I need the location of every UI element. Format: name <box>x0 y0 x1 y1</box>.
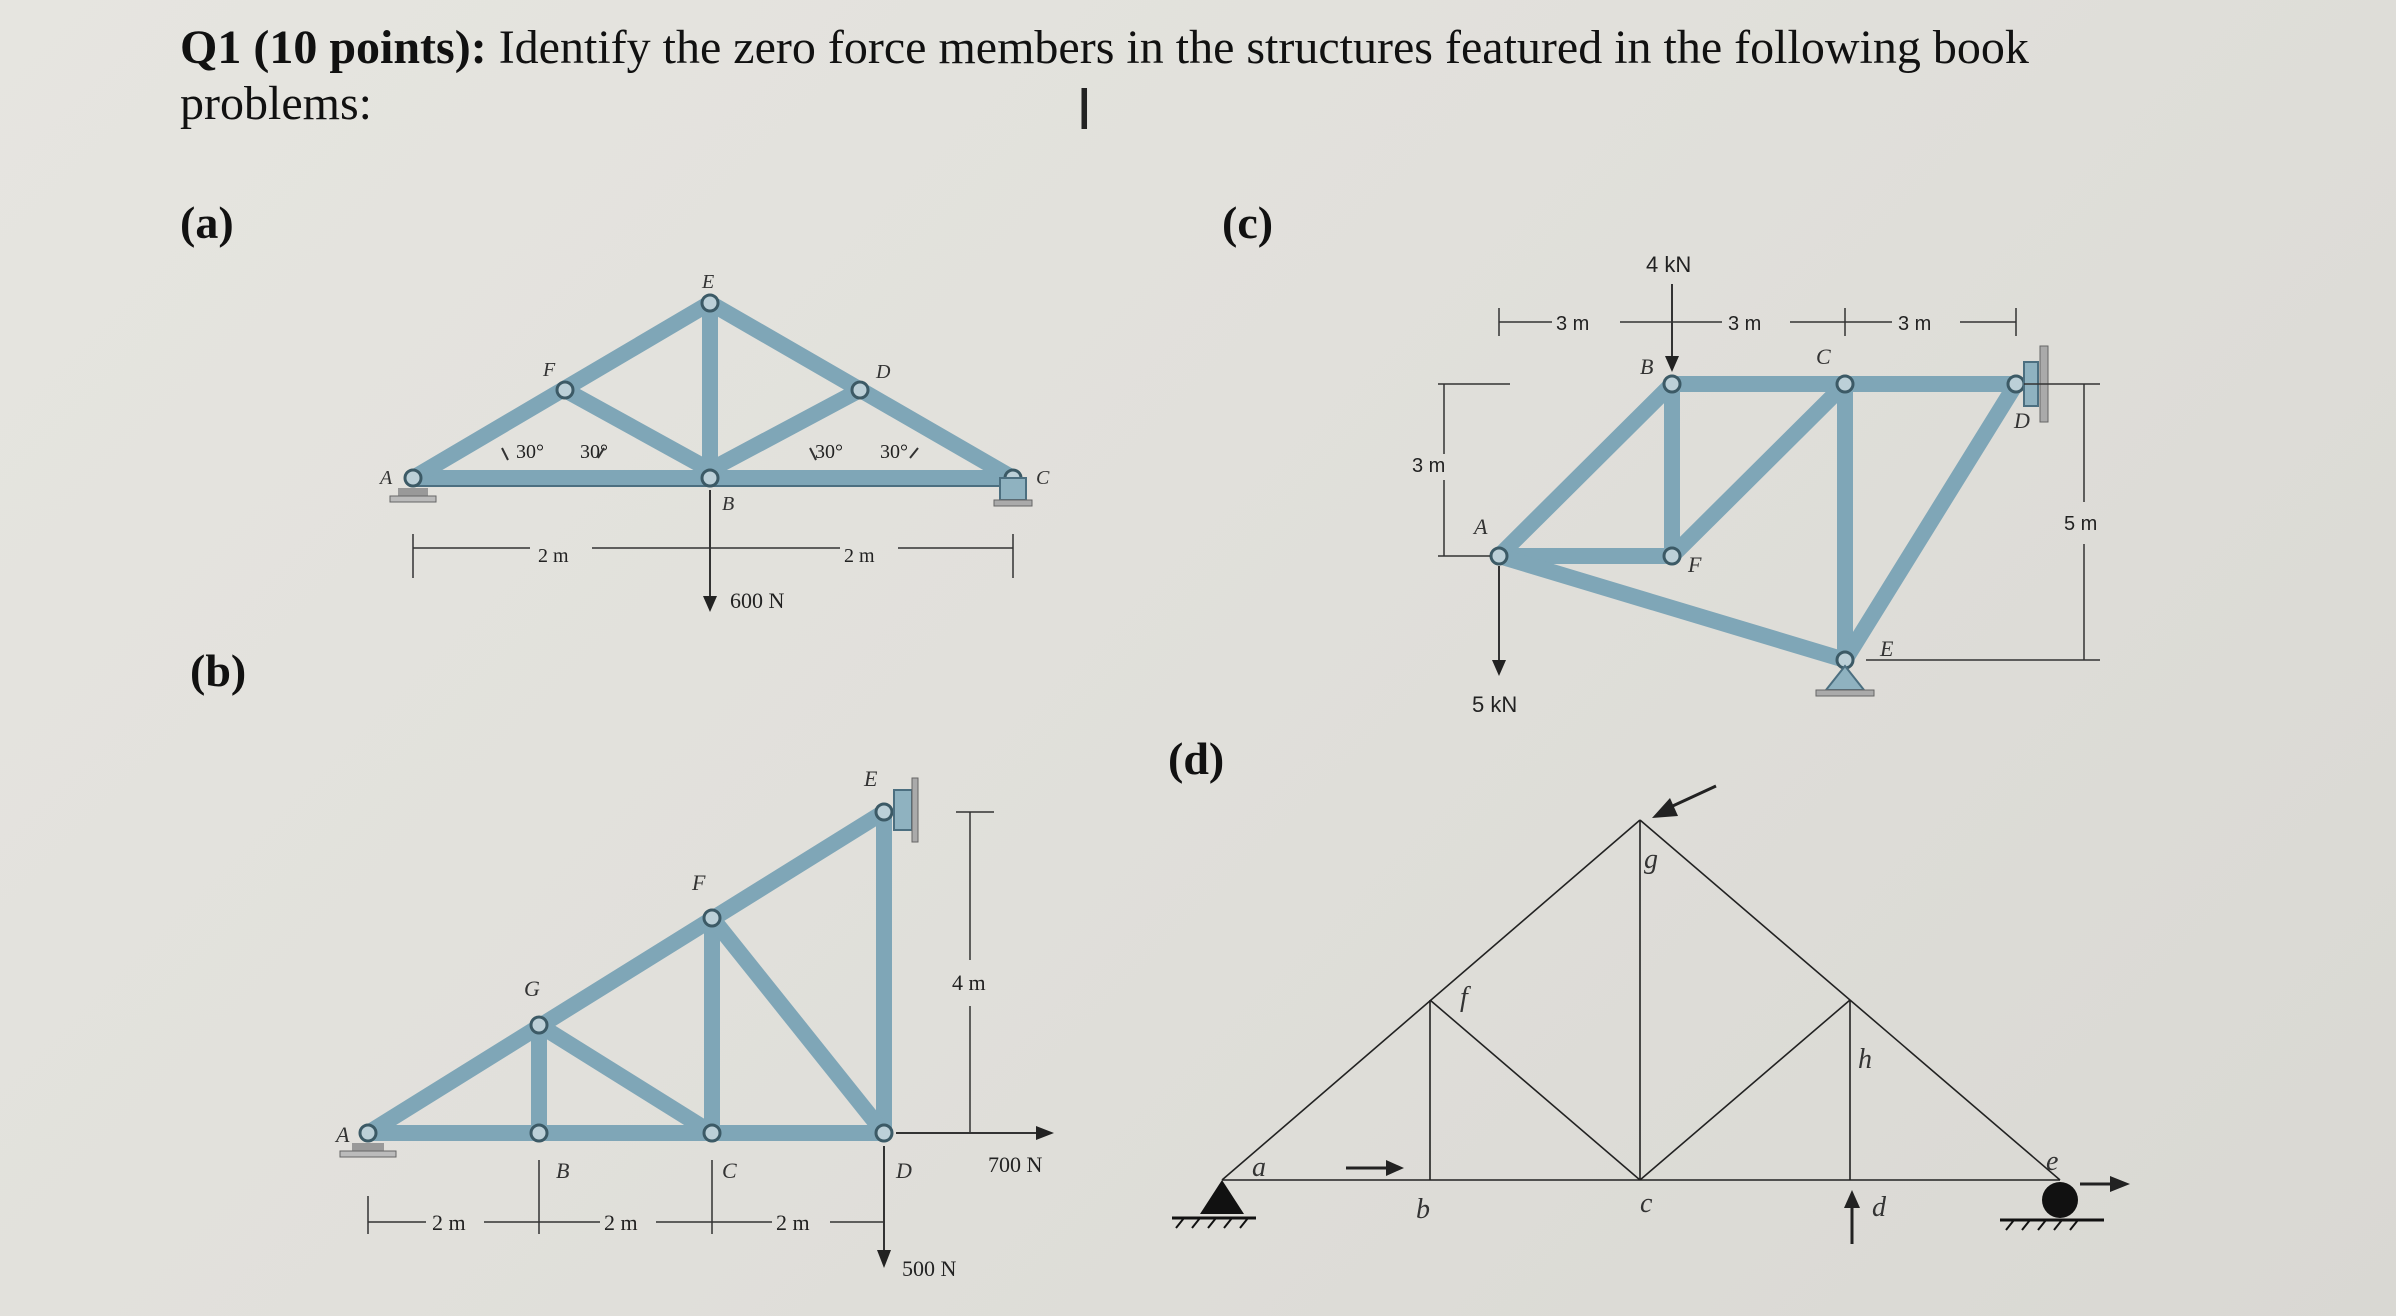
load-b-700N: 700 N <box>988 1152 1043 1177</box>
joint-c-C: C <box>1816 344 1831 369</box>
member-d-fc <box>1430 1000 1640 1180</box>
dim-b-2: 2 m <box>604 1210 638 1235</box>
joint-d-g: g <box>1644 844 1658 875</box>
part-c-label: (c) <box>1222 197 1274 248</box>
figure-d-roller-support <box>2000 1182 2104 1230</box>
dim-a-2: 2 m <box>844 545 875 567</box>
joint-c-F: F <box>1688 552 1702 577</box>
joint-c-B: B <box>1640 354 1654 379</box>
angle-a-1: 30° <box>516 441 544 463</box>
joint-b-F: F <box>692 870 706 895</box>
joint-d-b: b <box>1416 1194 1430 1225</box>
arrow-up-icon <box>1844 1190 1860 1208</box>
load-c-4kN: 4 kN <box>1646 252 1692 277</box>
joint-b-A: A <box>336 1122 350 1147</box>
joint-d-a: a <box>1252 1152 1266 1183</box>
load-c-5kN: 5 kN <box>1472 692 1518 717</box>
arrow-right-icon <box>2110 1176 2130 1192</box>
joint-d-c: c <box>1640 1188 1653 1219</box>
joint-a-D: D <box>876 361 891 383</box>
dim-c-1: 3 m <box>1556 313 1590 335</box>
joint-d-f: f <box>1460 982 1468 1013</box>
figure-d-pin-support <box>1172 1180 1256 1228</box>
dim-a-1: 2 m <box>538 545 569 567</box>
joint-a-B: B <box>722 493 735 515</box>
joint-a-E: E <box>702 271 715 293</box>
joint-c-A: A <box>1474 514 1488 539</box>
joint-b-G: G <box>524 976 540 1001</box>
member-d-hc <box>1640 1000 1850 1180</box>
joint-c-E: E <box>1880 636 1894 661</box>
dim-c-5: 5 m <box>2064 513 2098 535</box>
dim-c-2: 3 m <box>1728 313 1762 335</box>
joint-d-h: h <box>1858 1044 1872 1075</box>
arrow-right-icon <box>1386 1160 1404 1176</box>
question-heading: Q1 (10 points): <box>180 21 487 74</box>
text-cursor-icon: I <box>1076 78 1093 143</box>
question-body: Identify the zero force members in the structures featured in the following book problems: <box>180 21 2029 130</box>
joint-d-d: d <box>1872 1192 1886 1223</box>
joint-a-C: C <box>1036 467 1050 489</box>
part-b-label: (b) <box>190 645 247 696</box>
dim-b-1: 2 m <box>432 1210 466 1235</box>
joint-b-D: D <box>896 1158 912 1183</box>
joint-b-B: B <box>556 1158 570 1183</box>
joint-b-C: C <box>722 1158 737 1183</box>
part-a-label: (a) <box>180 197 234 248</box>
figure-d-members <box>1222 820 2060 1180</box>
dim-c-3: 3 m <box>1898 313 1932 335</box>
angle-a-3: 30° <box>815 441 843 463</box>
joint-b-E: E <box>864 766 878 791</box>
joint-a-A: A <box>380 467 393 489</box>
joint-a-F: F <box>543 359 556 381</box>
joint-c-D: D <box>2014 408 2030 433</box>
part-d-label: (d) <box>1168 733 1225 784</box>
dim-b-4: 4 m <box>952 970 986 995</box>
dim-b-3: 2 m <box>776 1210 810 1235</box>
angle-a-4: 30° <box>880 441 908 463</box>
load-b-500N: 500 N <box>902 1256 957 1281</box>
angle-a-2: 30° <box>580 441 608 463</box>
load-a-600N: 600 N <box>730 588 785 613</box>
arrow-down-left-icon <box>1652 798 1678 818</box>
dim-c-4: 3 m <box>1412 455 1446 477</box>
joint-d-e: e <box>2046 1146 2059 1177</box>
